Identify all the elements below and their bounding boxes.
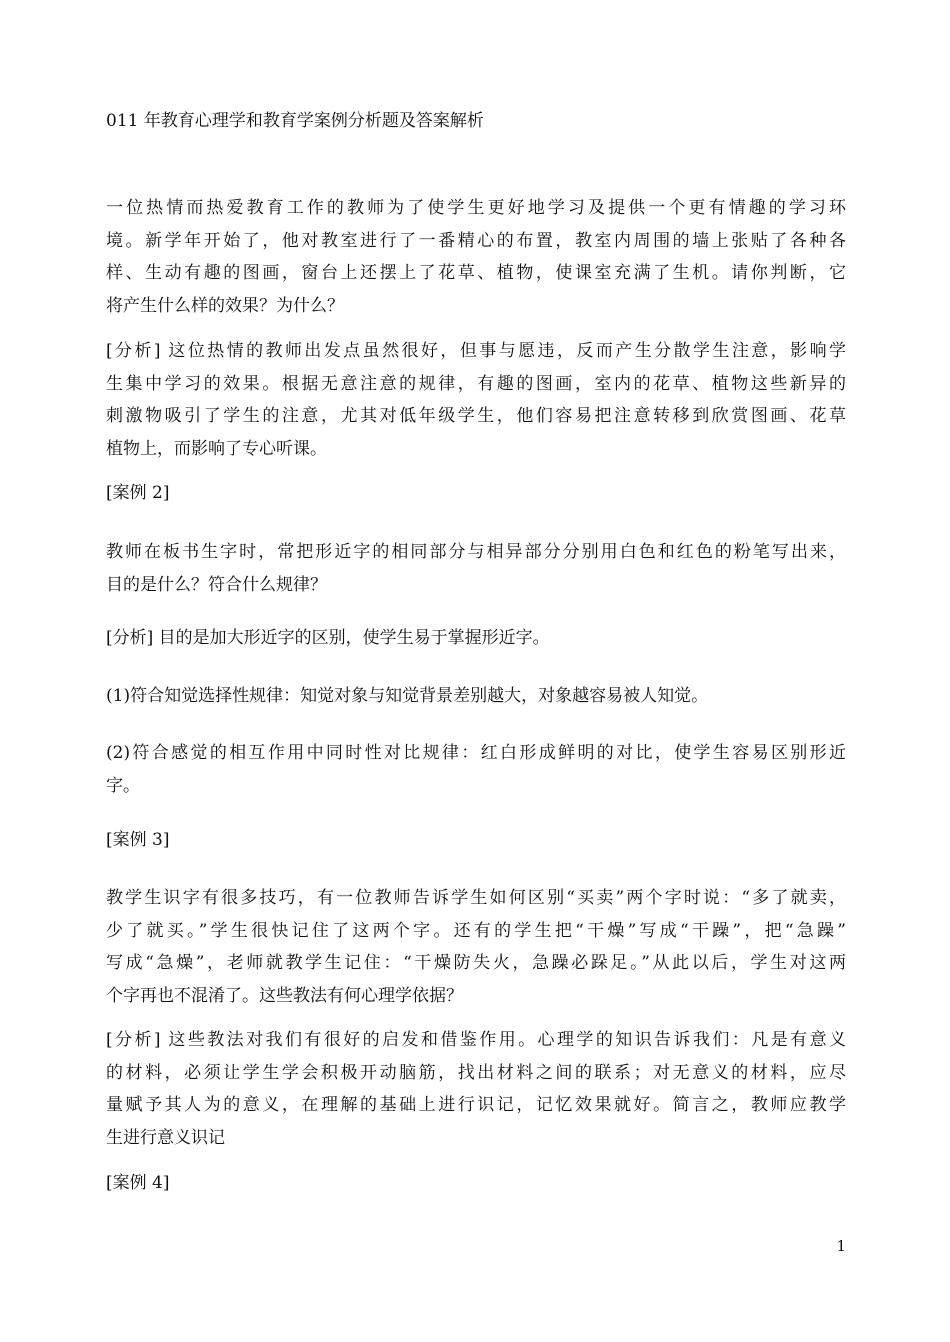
text-line: [分析] 这位热情的教师出发点虽然很好，但事与愿违，反而产生分散学生注意，影响学 [106,341,846,361]
text-line: 教学生识字有很多技巧，有一位教师告诉学生如何区别“买卖”两个字时说：“多了就卖， [106,888,846,908]
text-line: [分析] 目的是加大形近字的区别，使学生易于掌握形近字。 [106,628,550,648]
case1-analysis [106,335,846,465]
text-line: 境。新学年开始了，他对教室进行了一番精心的布置，教室内周围的墙上张贴了各种各 [106,230,846,251]
text-line: 量赋予其人为的意义，在理解的基础上进行识记，记忆效果就好。简言之，教师应教学 [106,1095,846,1115]
text-line: (1)符合知觉选择性规律：知觉对象与知觉背景差别越大，对象越容易被人知觉。 [106,686,709,706]
text-line: [案例 2] [106,483,170,503]
case2-analysis [106,622,846,655]
text-line: 样、生动有趣的图画，窗台上还摆上了花草、植物，使课室充满了生机。请你判断，它 [106,263,846,283]
document-title: 011 年教育心理学和教育学案例分析题及答案解析 [106,111,484,131]
text-line: [分析] 这些教法对我们有很好的启发和借鉴作用。心理学的知识告诉我们：凡是有意义 [106,1030,846,1050]
case1-question [106,192,846,322]
case3-heading [106,824,846,857]
text-line: 生集中学习的效果。根据无意注意的规律，有趣的图画，室内的花草、植物这些新异的 [106,373,846,394]
text-line: 目的是什么？符合什么规律？ [106,574,327,595]
case4-heading [106,1167,846,1200]
case3-question [106,882,846,1012]
page-number: 1 [836,1237,846,1255]
case3-analysis [106,1024,846,1154]
case2-heading [106,477,846,510]
case2-point1 [106,680,846,713]
text-line: 教师在板书生字时，常把形近字的相同部分与相异部分分别用白色和红色的粉笔写出来， [106,542,846,562]
text-line: 刺激物吸引了学生的注意，尤其对低年级学生，他们容易把注意转移到欣赏图画、花草 [106,406,846,426]
text-line: 少了就买。”学生很快记住了这两个字。还有的学生把“干燥”写成“干躁”，把“急躁” [106,920,846,941]
text-line: (2)符合感觉的相互作用中同时性对比规律：红白形成鲜明的对比，使学生容易区别形近 [106,743,846,763]
text-line: 写成“急燥”，老师就教学生记住：“干燥防失火，急躁必跺足。”从此以后，学生对这两 [106,953,846,973]
text-line: 将产生什么样的效果？为什么？ [106,295,344,316]
text-line: 生进行意义识记 [106,1127,225,1148]
text-line: 个字再也不混淆了。这些教法有何心理学依据？ [106,985,463,1006]
text-line: [案例 3] [106,830,170,850]
case2-point2 [106,737,846,802]
text-line: 一位热情而热爱教育工作的教师为了使学生更好地学习及提供一个更有情趣的学习环 [106,198,846,218]
text-line: 字。 [106,775,140,796]
text-line: 的材料，必须让学生学会积极开动脑筋，找出材料之间的联系；对无意义的材料，应尽 [106,1062,846,1083]
case2-question [106,536,846,601]
text-line: 植物上，而影响了专心听课。 [106,438,327,459]
text-line: [案例 4] [106,1173,170,1193]
